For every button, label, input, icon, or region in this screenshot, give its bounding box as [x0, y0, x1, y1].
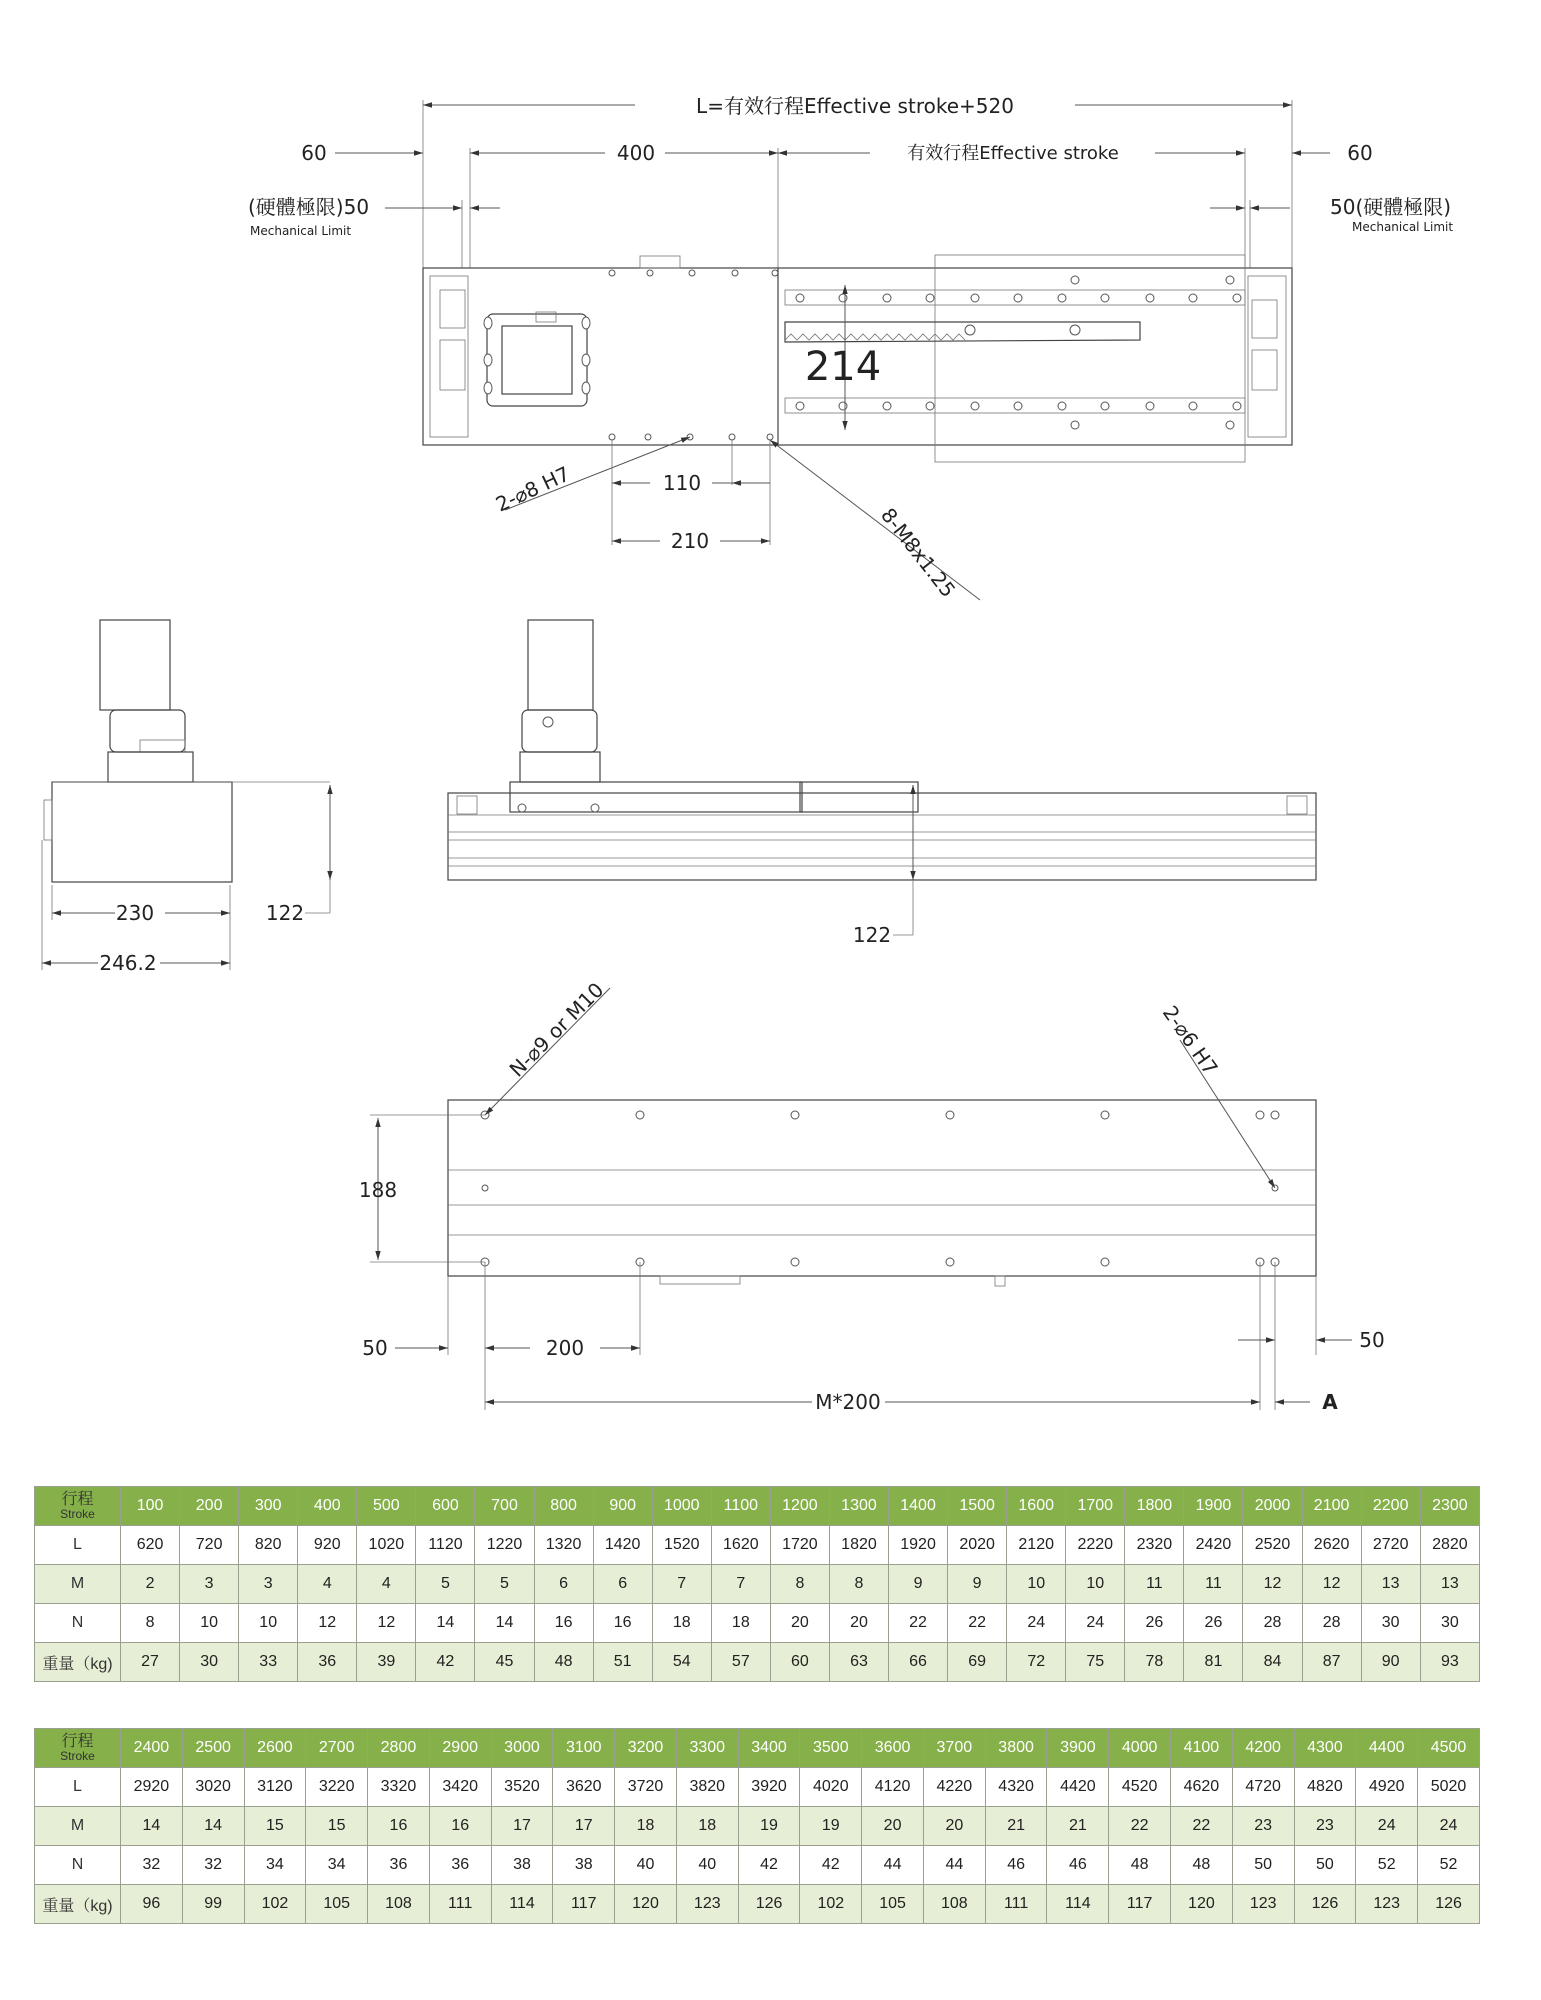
table-cell: 2720 [1361, 1526, 1420, 1565]
stroke-cell: 2600 [244, 1729, 306, 1768]
stroke-cell: 1700 [1066, 1487, 1125, 1526]
table-cell: 4120 [862, 1768, 924, 1807]
table-cell: 30 [180, 1643, 239, 1682]
table-cell: 3720 [615, 1768, 677, 1807]
stroke-cell: 2100 [1302, 1487, 1361, 1526]
table-cell: 120 [615, 1885, 677, 1924]
table-cell: 84 [1243, 1643, 1302, 1682]
carriage-length-dim: 400 [616, 141, 656, 165]
table-cell: 11 [1184, 1565, 1243, 1604]
table-cell: 66 [889, 1643, 948, 1682]
table-cell: 105 [862, 1885, 924, 1924]
table-cell: 12 [1243, 1565, 1302, 1604]
table-cell: 44 [923, 1846, 985, 1885]
table-cell: 18 [676, 1807, 738, 1846]
table-cell: 720 [180, 1526, 239, 1565]
stroke-cell: 4100 [1171, 1729, 1233, 1768]
table-cell: 120 [1171, 1885, 1233, 1924]
table-cell: 50 [1232, 1846, 1294, 1885]
row-label: L [35, 1526, 121, 1565]
table-cell: 39 [357, 1643, 416, 1682]
height-122-right: 122 [852, 923, 892, 947]
table-cell: 3320 [368, 1768, 430, 1807]
table-row [35, 1565, 1480, 1604]
table-cell: 48 [1171, 1846, 1233, 1885]
table-cell: 45 [475, 1643, 534, 1682]
table-cell: 4 [357, 1565, 416, 1604]
table-cell: 620 [121, 1526, 180, 1565]
table-cell: 4520 [1109, 1768, 1171, 1807]
table-cell: 8 [829, 1565, 888, 1604]
table-cell: 28 [1243, 1604, 1302, 1643]
stroke-header-zh: 行程 [61, 1733, 94, 1750]
table-row [35, 1526, 1480, 1565]
table-cell: 6 [534, 1565, 593, 1604]
table-cell: 4420 [1047, 1768, 1109, 1807]
table-cell: 5020 [1418, 1768, 1480, 1807]
table-cell: 17 [553, 1807, 615, 1846]
table-cell: 32 [121, 1846, 183, 1885]
table-cell: 2320 [1125, 1526, 1184, 1565]
table-cell: 4820 [1294, 1768, 1356, 1807]
table-cell: 105 [306, 1885, 368, 1924]
table-cell: 14 [475, 1604, 534, 1643]
table-cell: 123 [1356, 1885, 1418, 1924]
stroke-cell: 3000 [491, 1729, 553, 1768]
stroke-cell: 300 [239, 1487, 298, 1526]
left-mech-limit: Mechanical Limit [250, 224, 352, 238]
table-cell: 11 [1125, 1565, 1184, 1604]
table-cell: 16 [429, 1807, 491, 1846]
stroke-cell: 1200 [770, 1487, 829, 1526]
table-cell: 52 [1418, 1846, 1480, 1885]
thread-holes-label: 8-M8x1.25 [876, 503, 961, 602]
table-cell: 50 [1294, 1846, 1356, 1885]
table-cell: 26 [1184, 1604, 1243, 1643]
width-246: 246.2 [99, 951, 157, 975]
table-cell: 123 [676, 1885, 738, 1924]
table-cell: 7 [652, 1565, 711, 1604]
table-cell: 7 [711, 1565, 770, 1604]
pitch-110: 110 [662, 471, 702, 495]
table-cell: 22 [889, 1604, 948, 1643]
stroke-cell: 4300 [1294, 1729, 1356, 1768]
row-label: 重量（kg) [35, 1885, 121, 1924]
table-cell: 46 [985, 1846, 1047, 1885]
table-cell: 2520 [1243, 1526, 1302, 1565]
table-cell: 17 [491, 1807, 553, 1846]
table-cell: 2620 [1302, 1526, 1361, 1565]
stroke-header-zh: 行程 [61, 1491, 94, 1508]
table-cell: 12 [357, 1604, 416, 1643]
table-cell: 12 [1302, 1565, 1361, 1604]
table-cell: 108 [923, 1885, 985, 1924]
spec-table-2 [34, 1728, 1480, 1924]
table-cell: 36 [368, 1846, 430, 1885]
stroke-cell: 400 [298, 1487, 357, 1526]
table-cell: 15 [306, 1807, 368, 1846]
table-cell: 30 [1420, 1604, 1479, 1643]
stroke-cell: 2200 [1361, 1487, 1420, 1526]
table-cell: 33 [239, 1643, 298, 1682]
table-cell: 2020 [948, 1526, 1007, 1565]
stroke-cell: 3600 [862, 1729, 924, 1768]
table-cell: 2120 [1007, 1526, 1066, 1565]
stroke-cell: 2300 [1420, 1487, 1479, 1526]
table-cell: 6 [593, 1565, 652, 1604]
table-cell: 13 [1361, 1565, 1420, 1604]
table-cell: 117 [1109, 1885, 1171, 1924]
width-230: 230 [115, 901, 155, 925]
stroke-cell: 2700 [306, 1729, 368, 1768]
table-cell: 42 [738, 1846, 800, 1885]
stroke-cell: 3800 [985, 1729, 1047, 1768]
offset-50-right: 50 [1359, 1328, 1385, 1352]
stroke-cell: 1400 [889, 1487, 948, 1526]
stroke-cell: 100 [121, 1487, 180, 1526]
table-cell: 63 [829, 1643, 888, 1682]
table-cell: 1320 [534, 1526, 593, 1565]
table-cell: 48 [534, 1643, 593, 1682]
table-cell: 22 [1109, 1807, 1171, 1846]
table-cell: 3220 [306, 1768, 368, 1807]
table-cell: 20 [862, 1807, 924, 1846]
stroke-cell: 900 [593, 1487, 652, 1526]
table-cell: 36 [429, 1846, 491, 1885]
table-cell: 48 [1109, 1846, 1171, 1885]
stroke-header-label [35, 1729, 121, 1768]
stroke-label: 有效行程Effective stroke [907, 143, 1119, 164]
stroke-cell: 1500 [948, 1487, 1007, 1526]
table-cell: 46 [1047, 1846, 1109, 1885]
table-cell: 20 [770, 1604, 829, 1643]
table-cell: 13 [1420, 1565, 1479, 1604]
table-cell: 4620 [1171, 1768, 1233, 1807]
table-cell: 102 [244, 1885, 306, 1924]
mount-holes [481, 1111, 1279, 1266]
table-cell: 40 [615, 1846, 677, 1885]
table-cell: 75 [1066, 1643, 1125, 1682]
table-cell: 2820 [1420, 1526, 1479, 1565]
table-cell: 920 [298, 1526, 357, 1565]
table-cell: 8 [770, 1565, 829, 1604]
spec-table-1-body [35, 1487, 1480, 1682]
stroke-cell: 1600 [1007, 1487, 1066, 1526]
row-label: N [35, 1604, 121, 1643]
right-end-dim: 60 [1347, 141, 1373, 165]
stroke-header-label [35, 1487, 121, 1526]
table-cell: 81 [1184, 1643, 1243, 1682]
row-label: L [35, 1768, 121, 1807]
table-cell: 54 [652, 1643, 711, 1682]
stroke-cell: 4000 [1109, 1729, 1171, 1768]
table-cell: 21 [1047, 1807, 1109, 1846]
offset-50-left: 50 [362, 1336, 388, 1360]
left-limit-label: (硬體極限)50 [248, 195, 370, 219]
overall-length-label: L=有效行程Effective stroke+520 [696, 94, 1014, 118]
table-cell: 2920 [121, 1768, 183, 1807]
table-cell: 90 [1361, 1643, 1420, 1682]
height-188: 188 [358, 1178, 398, 1202]
stroke-cell: 2400 [121, 1729, 183, 1768]
stroke-cell: 2500 [182, 1729, 244, 1768]
table-cell: 19 [800, 1807, 862, 1846]
table-cell: 1020 [357, 1526, 416, 1565]
table-cell: 21 [985, 1807, 1047, 1846]
table-cell: 72 [1007, 1643, 1066, 1682]
table-cell: 42 [416, 1643, 475, 1682]
table-cell: 4720 [1232, 1768, 1294, 1807]
table-cell: 19 [738, 1807, 800, 1846]
stroke-cell: 500 [357, 1487, 416, 1526]
table-cell: 93 [1420, 1643, 1479, 1682]
stroke-cell: 3900 [1047, 1729, 1109, 1768]
table-row [35, 1643, 1480, 1682]
stroke-cell: 3700 [923, 1729, 985, 1768]
table-cell: 108 [368, 1885, 430, 1924]
table-cell: 820 [239, 1526, 298, 1565]
table-cell: 3820 [676, 1768, 738, 1807]
table-cell: 1820 [829, 1526, 888, 1565]
table-cell: 23 [1232, 1807, 1294, 1846]
table-row [35, 1846, 1480, 1885]
stroke-header-en: Stroke [60, 1507, 95, 1521]
end-view [42, 620, 330, 975]
stroke-cell: 3200 [615, 1729, 677, 1768]
stroke-cell: 3400 [738, 1729, 800, 1768]
stroke-cell: 800 [534, 1487, 593, 1526]
table-cell: 38 [553, 1846, 615, 1885]
table-cell: 52 [1356, 1846, 1418, 1885]
pitch-210: 210 [670, 529, 710, 553]
table-cell: 38 [491, 1846, 553, 1885]
stroke-cell: 4500 [1418, 1729, 1480, 1768]
row-label: M [35, 1565, 121, 1604]
table-cell: 1420 [593, 1526, 652, 1565]
table-cell: 34 [306, 1846, 368, 1885]
table-cell: 57 [711, 1643, 770, 1682]
stroke-cell: 1300 [829, 1487, 888, 1526]
dowel-holes-label: 2-⌀6 H7 [1157, 1001, 1223, 1080]
table-cell: 30 [1361, 1604, 1420, 1643]
right-limit-label: 50(硬體極限) [1330, 195, 1452, 219]
table-cell: 42 [800, 1846, 862, 1885]
table-cell: 24 [1418, 1807, 1480, 1846]
side-view [448, 620, 1316, 947]
table-cell: 27 [121, 1643, 180, 1682]
table-cell: 4 [298, 1565, 357, 1604]
left-end-dim: 60 [301, 141, 327, 165]
table-cell: 22 [948, 1604, 1007, 1643]
reference-a: A [1322, 1390, 1338, 1414]
table-cell: 111 [429, 1885, 491, 1924]
table-cell: 24 [1356, 1807, 1418, 1846]
stroke-cell: 2800 [368, 1729, 430, 1768]
stroke-cell: 1100 [711, 1487, 770, 1526]
table-cell: 4020 [800, 1768, 862, 1807]
table-cell: 23 [1294, 1807, 1356, 1846]
stroke-header-en: Stroke [60, 1749, 95, 1763]
table-cell: 1920 [889, 1526, 948, 1565]
stroke-header-row [35, 1487, 1480, 1526]
table-cell: 3920 [738, 1768, 800, 1807]
table-cell: 87 [1302, 1643, 1361, 1682]
table-cell: 51 [593, 1643, 652, 1682]
table-cell: 96 [121, 1885, 183, 1924]
table-cell: 44 [862, 1846, 924, 1885]
table-cell: 10 [1007, 1565, 1066, 1604]
table-cell: 5 [416, 1565, 475, 1604]
table-cell: 20 [923, 1807, 985, 1846]
table-cell: 18 [711, 1604, 770, 1643]
table-cell: 24 [1007, 1604, 1066, 1643]
table-cell: 24 [1066, 1604, 1125, 1643]
stroke-cell: 4200 [1232, 1729, 1294, 1768]
row-label: 重量（kg) [35, 1643, 121, 1682]
table-cell: 99 [182, 1885, 244, 1924]
table-cell: 1220 [475, 1526, 534, 1565]
table-cell: 2 [121, 1565, 180, 1604]
table-cell: 16 [368, 1807, 430, 1846]
stroke-cell: 1900 [1184, 1487, 1243, 1526]
table-cell: 3620 [553, 1768, 615, 1807]
table-cell: 10 [239, 1604, 298, 1643]
table-cell: 3020 [182, 1768, 244, 1807]
table-cell: 10 [1066, 1565, 1125, 1604]
table-cell: 32 [182, 1846, 244, 1885]
table-cell: 111 [985, 1885, 1047, 1924]
table-cell: 15 [244, 1807, 306, 1846]
table-cell: 4920 [1356, 1768, 1418, 1807]
stroke-cell: 3500 [800, 1729, 862, 1768]
stroke-cell: 2900 [429, 1729, 491, 1768]
row-label: N [35, 1846, 121, 1885]
table-cell: 40 [676, 1846, 738, 1885]
table-cell: 123 [1232, 1885, 1294, 1924]
table-cell: 16 [593, 1604, 652, 1643]
stroke-cell: 2000 [1243, 1487, 1302, 1526]
table-cell: 114 [491, 1885, 553, 1924]
pitch-m200: M*200 [815, 1390, 881, 1414]
table-cell: 3 [180, 1565, 239, 1604]
table-cell: 126 [738, 1885, 800, 1924]
table-cell: 69 [948, 1643, 1007, 1682]
table-cell: 12 [298, 1604, 357, 1643]
pitch-200: 200 [545, 1336, 585, 1360]
stroke-cell: 3300 [676, 1729, 738, 1768]
table-cell: 2420 [1184, 1526, 1243, 1565]
table-cell: 126 [1418, 1885, 1480, 1924]
table-row [35, 1768, 1480, 1807]
spec-table-1 [34, 1486, 1480, 1682]
mount-holes-label: N-⌀9 or M10 [504, 977, 609, 1082]
table-cell: 4320 [985, 1768, 1047, 1807]
table-cell: 34 [244, 1846, 306, 1885]
stroke-cell: 200 [180, 1487, 239, 1526]
table-row [35, 1807, 1480, 1846]
table-cell: 1620 [711, 1526, 770, 1565]
table-cell: 117 [553, 1885, 615, 1924]
pin-holes-label: 2-⌀8 H7 [491, 461, 574, 517]
top-view [248, 94, 1453, 602]
table-cell: 28 [1302, 1604, 1361, 1643]
table-cell: 14 [182, 1807, 244, 1846]
table-cell: 5 [475, 1565, 534, 1604]
row-label: M [35, 1807, 121, 1846]
table-cell: 14 [121, 1807, 183, 1846]
stroke-cell: 1000 [652, 1487, 711, 1526]
table-cell: 1120 [416, 1526, 475, 1565]
table-cell: 3120 [244, 1768, 306, 1807]
table-cell: 1720 [770, 1526, 829, 1565]
table-cell: 102 [800, 1885, 862, 1924]
table-cell: 22 [1171, 1807, 1233, 1846]
table-cell: 9 [889, 1565, 948, 1604]
table-cell: 3420 [429, 1768, 491, 1807]
table-cell: 126 [1294, 1885, 1356, 1924]
table-cell: 3 [239, 1565, 298, 1604]
table-cell: 78 [1125, 1643, 1184, 1682]
table-cell: 60 [770, 1643, 829, 1682]
table-cell: 114 [1047, 1885, 1109, 1924]
spec-table-2-body [35, 1729, 1480, 1924]
stroke-cell: 3100 [553, 1729, 615, 1768]
table-cell: 3520 [491, 1768, 553, 1807]
width-dim: 214 [804, 344, 882, 390]
table-cell: 4220 [923, 1768, 985, 1807]
table-cell: 18 [652, 1604, 711, 1643]
table-cell: 10 [180, 1604, 239, 1643]
table-cell: 26 [1125, 1604, 1184, 1643]
right-mech-limit: Mechanical Limit [1352, 220, 1454, 234]
table-cell: 16 [534, 1604, 593, 1643]
table-cell: 2220 [1066, 1526, 1125, 1565]
height-122-left: 122 [265, 901, 305, 925]
stroke-header-row [35, 1729, 1480, 1768]
table-cell: 8 [121, 1604, 180, 1643]
stroke-cell: 600 [416, 1487, 475, 1526]
bottom-view [359, 978, 1385, 1414]
table-row [35, 1885, 1480, 1924]
table-cell: 36 [298, 1643, 357, 1682]
stroke-cell: 700 [475, 1487, 534, 1526]
table-cell: 14 [416, 1604, 475, 1643]
table-cell: 9 [948, 1565, 1007, 1604]
table-cell: 18 [615, 1807, 677, 1846]
stroke-cell: 4400 [1356, 1729, 1418, 1768]
table-cell: 20 [829, 1604, 888, 1643]
table-cell: 1520 [652, 1526, 711, 1565]
table-row [35, 1604, 1480, 1643]
stroke-cell: 1800 [1125, 1487, 1184, 1526]
